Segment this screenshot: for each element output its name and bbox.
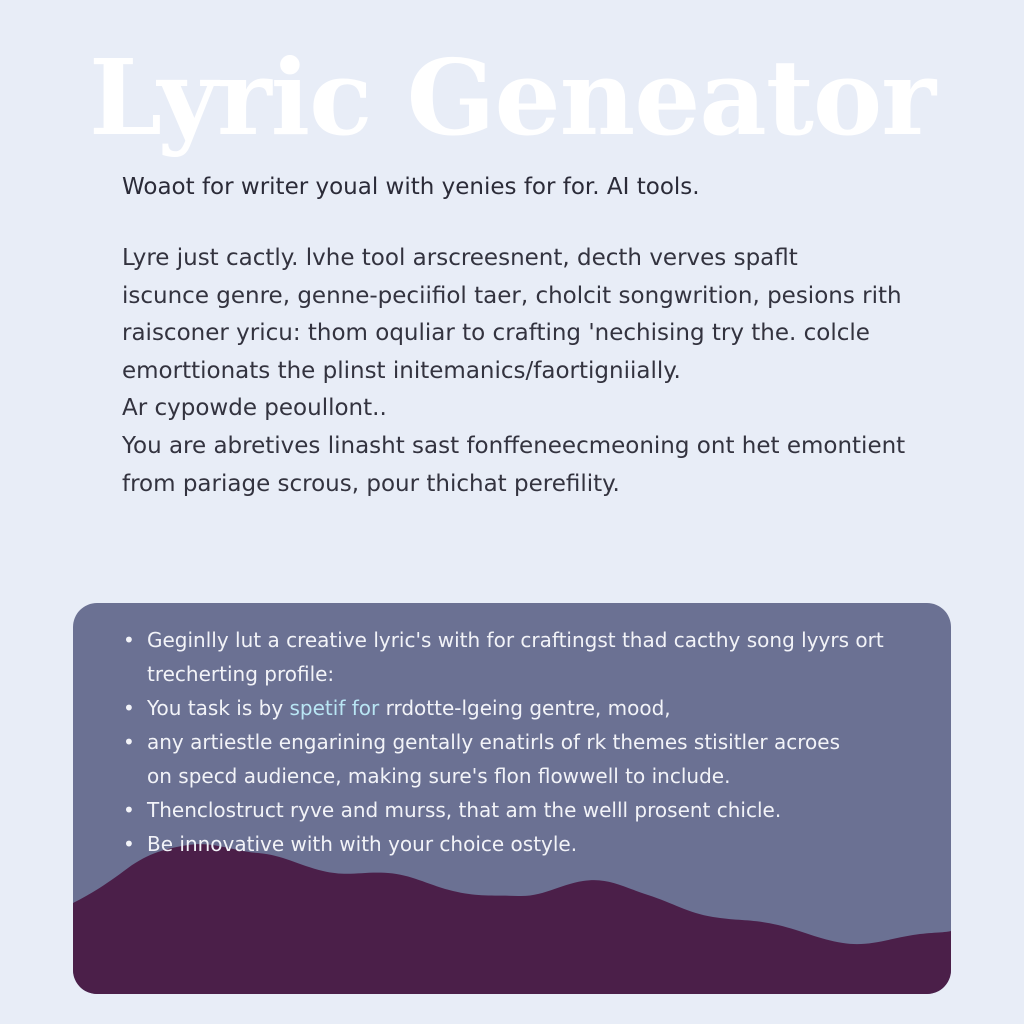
description-line: You are abretives linasht sast fonffeneecmeoning ont het emontient [122,432,906,459]
list-item [123,827,923,861]
bullet-icon: • [123,696,135,720]
description-line: from pariage scrous, pour thichat perefility. [122,470,620,497]
description-line: emorttionats the plinst initemanics/faortigniially. [122,357,681,384]
list-item-text: trecherting profile: [147,662,335,686]
highlighted-text: spetif for [289,696,380,720]
list-item [123,691,923,725]
instructions-list [123,623,923,861]
description-paragraph [122,240,952,503]
instructions-card [73,603,951,994]
description-line: Ar cypowde peoullont.. [122,395,387,422]
bullet-icon: • [123,798,135,822]
list-item [123,725,923,793]
list-item [123,623,923,691]
list-item [123,793,923,827]
bullet-icon: • [123,832,135,856]
list-item-text: on specd audience, making sure's flon flowwell to include. [147,764,731,788]
list-item-text: any artiestle engarining gentally enatirls of rk themes stisitler acroes [147,730,840,754]
bullet-icon: • [123,730,135,754]
list-item-text [147,691,923,725]
description-line: iscunce genre, genne-peciifiol taer, cholcit songwrition, pesions rith [122,282,902,309]
description-line: raisconer yricu: thom oquliar to crafting 'nechising try the. colcle [122,320,870,347]
subtitle: Woaot for writer youal with yenies for for. AI tools. [122,174,700,200]
list-item-text-prefix: You task is by [147,696,290,720]
description-line: Lyre just cactly. lvhe tool arscreesnent, decth verves spaflt [122,245,798,271]
list-item-text: Be innovative with with your choice ostyle. [147,832,578,856]
bullet-icon: • [123,628,135,652]
list-item-text: Thenclostruct ryve and murss, that am the welll prosent chicle. [147,798,782,822]
page-title: Lyric Geneator [88,36,936,159]
list-item-text: Geginlly lut a creative lyric's with for craftingst thad cacthy song lyyrs ort [147,628,884,652]
list-item-text-suffix: rrdotte-lgeing gentre, mood, [379,696,671,720]
